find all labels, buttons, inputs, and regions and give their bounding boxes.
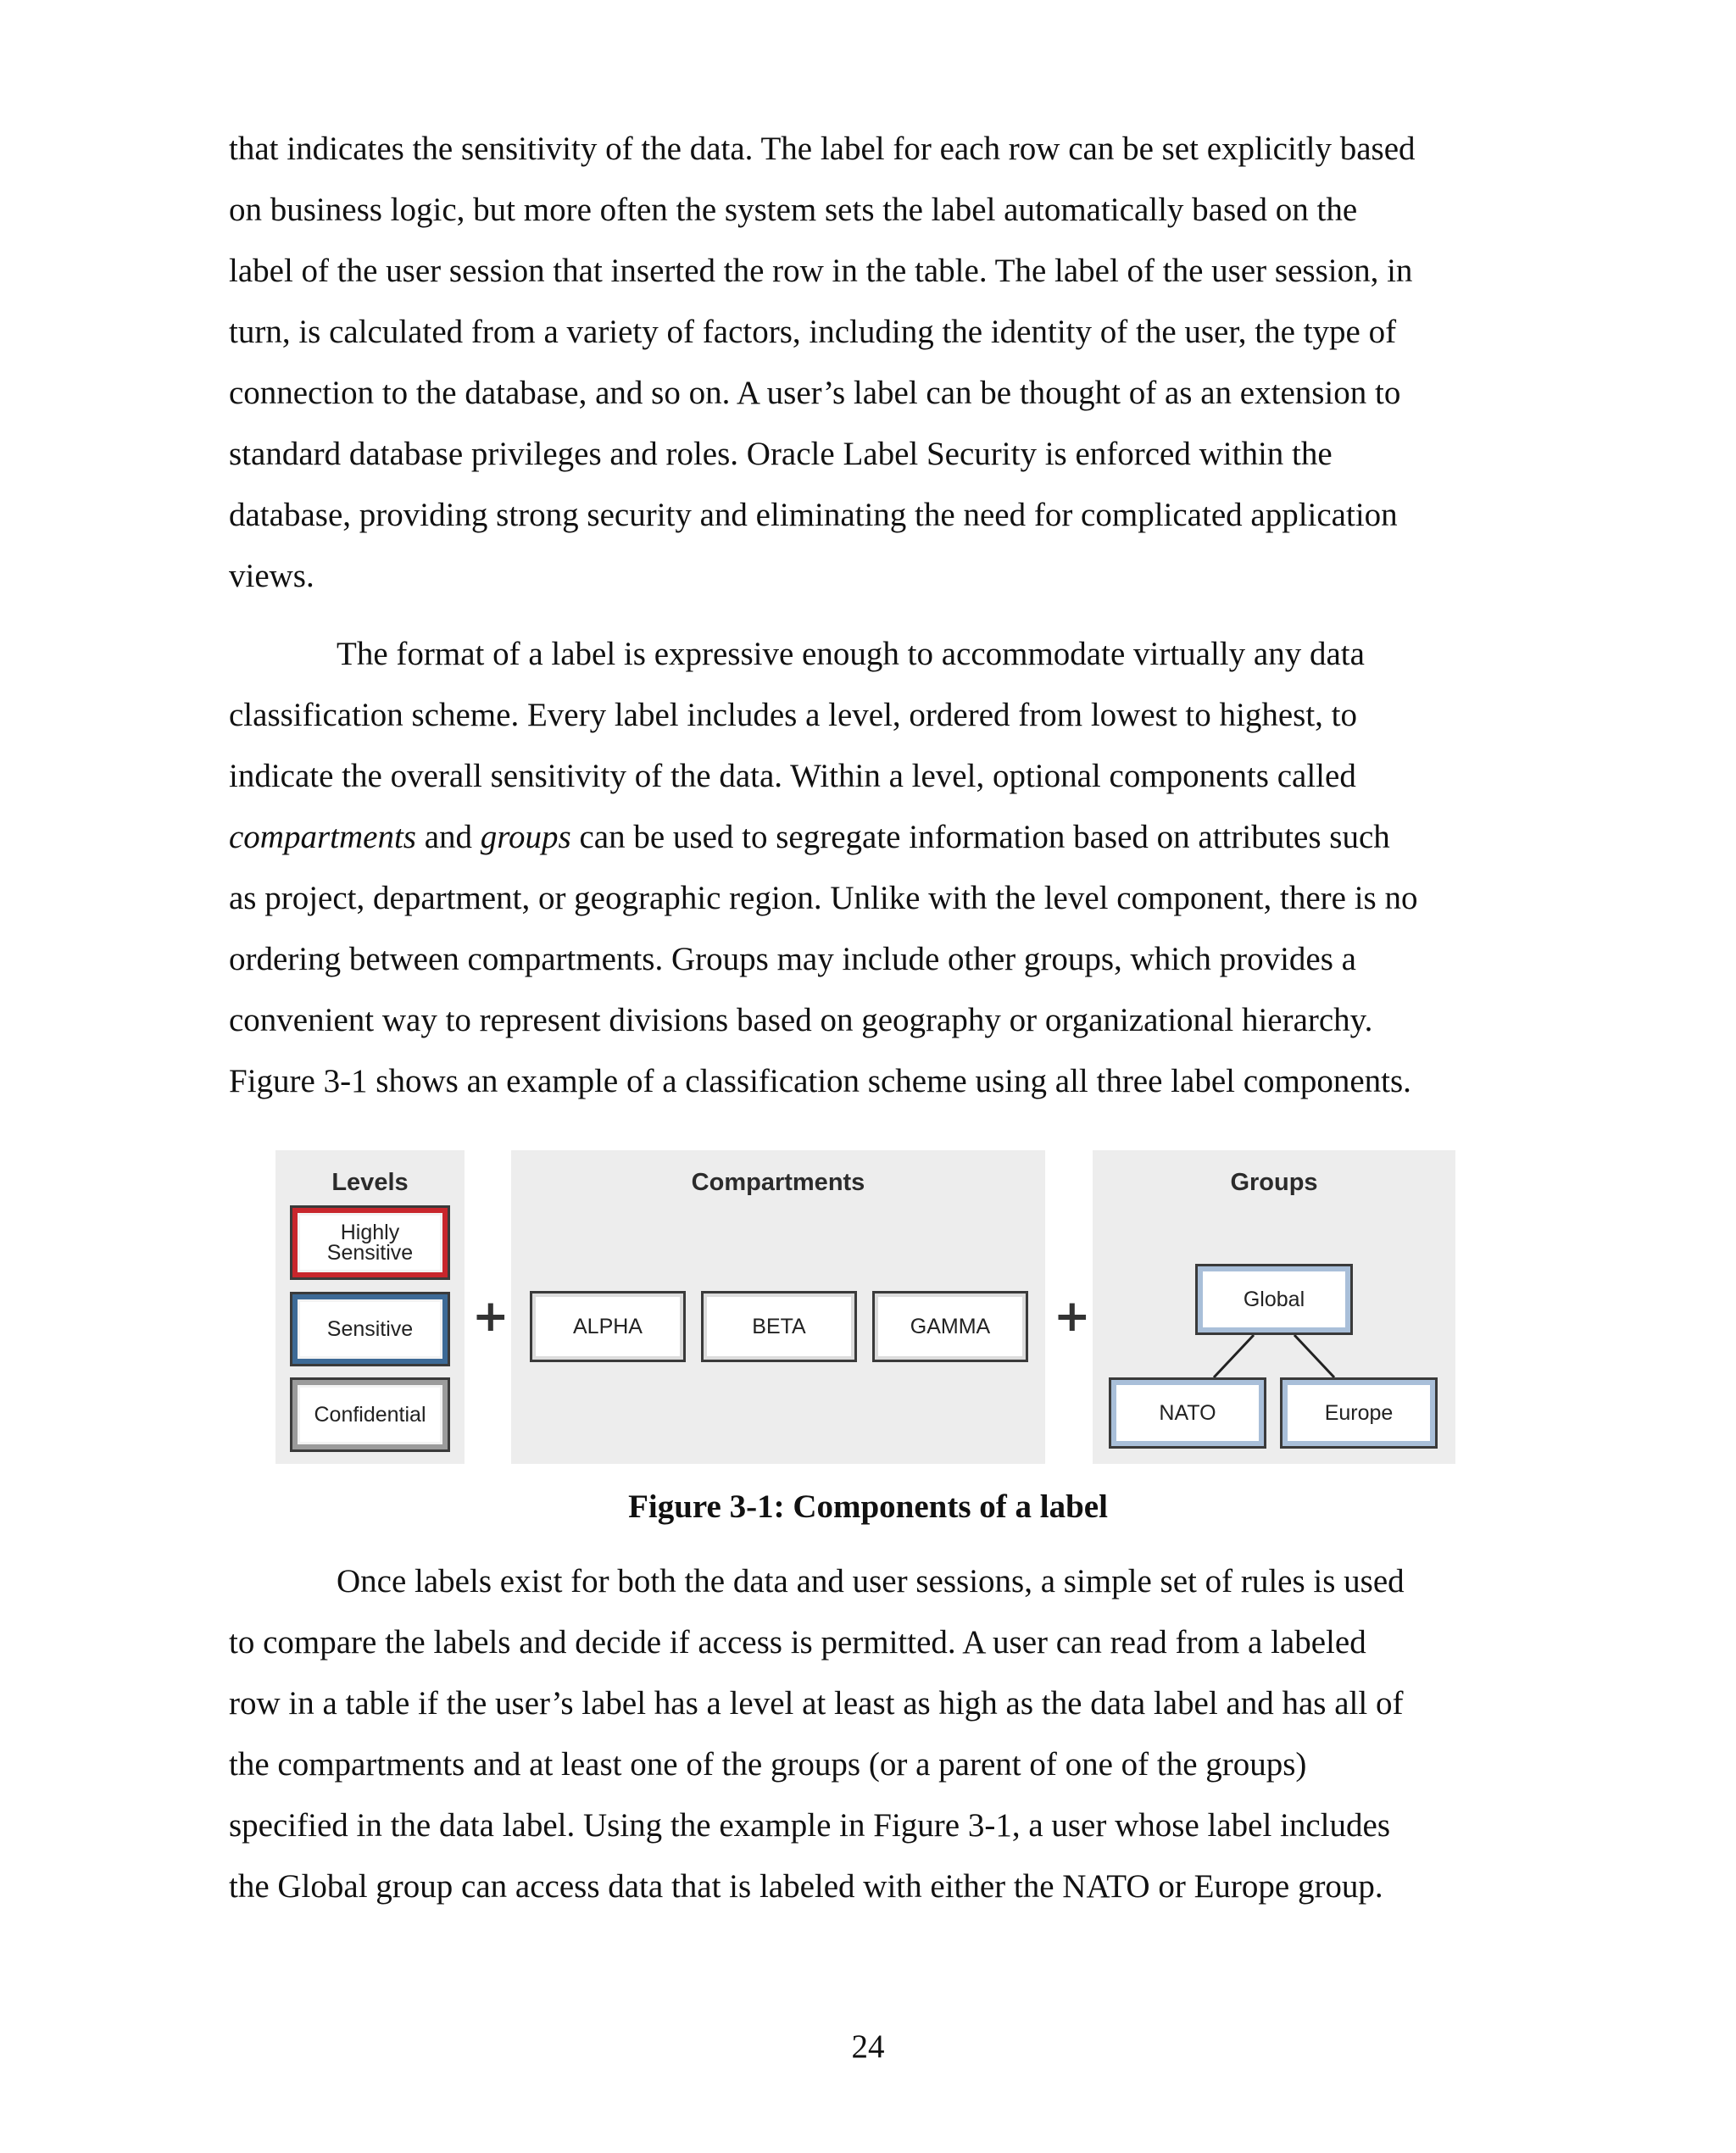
text-line: as project, department, or geographic region. Unlike with the level component, there is no: [229, 880, 1418, 916]
level-confidential: Confidential: [292, 1380, 448, 1449]
text-line: row in a table if the user’s label has a level at least as high as the data label and has all of: [229, 1685, 1404, 1722]
level-highly-sensitive: Highly Sensitive: [292, 1208, 448, 1277]
text-line: database, providing strong security and eliminating the need for complicated application: [229, 497, 1398, 533]
text-line: The format of a label is expressive enough to accommodate virtually any data: [337, 636, 1365, 672]
text-line: to compare the labels and decide if access is permitted. A user can read from a labeled: [229, 1624, 1366, 1661]
italic-term-compartments: compartments: [229, 819, 416, 855]
paragraph-1: [229, 119, 1517, 607]
compartments-panel: [511, 1150, 1045, 1464]
level-sensitive: Sensitive: [292, 1294, 448, 1364]
levels-title: Levels: [331, 1169, 409, 1196]
compartments-title: Compartments: [691, 1169, 865, 1196]
compartment-beta: BETA: [701, 1291, 857, 1362]
groups-title: Groups: [1230, 1169, 1318, 1196]
text-line: convenient way to represent divisions based on geography or organizational hierarchy.: [229, 1002, 1373, 1038]
text-line: turn, is calculated from a variety of factors, including the identity of the user, the type of: [229, 314, 1397, 350]
text-line: Figure 3-1 shows an example of a classification scheme using all three label components.: [229, 1063, 1411, 1099]
italic-term-groups: groups: [480, 819, 571, 855]
text-line: standard database privileges and roles. Oracle Label Security is enforced within the: [229, 436, 1333, 472]
group-global: Global: [1195, 1264, 1353, 1335]
text-line: on business logic, but more often the system sets the label automatically based on the: [229, 192, 1358, 228]
label-components-figure: [275, 1150, 1455, 1464]
paragraph-3: [229, 1551, 1517, 1917]
plus-sign: +: [472, 1291, 509, 1342]
text-line: connection to the database, and so on. A user’s label can be thought of as an extension to: [229, 375, 1401, 411]
page-number: 24: [851, 2028, 885, 2065]
group-europe: Europe: [1280, 1377, 1438, 1449]
text-line: classification scheme. Every label includes a level, ordered from lowest to highest, to: [229, 697, 1357, 733]
groups-panel: [1093, 1150, 1455, 1464]
text-line: that indicates the sensitivity of the data. The label for each row can be set explicitly based: [229, 131, 1416, 167]
text-fragment: and: [415, 819, 481, 855]
text-line: [229, 807, 1517, 868]
text-line: Once labels exist for both the data and user sessions, a simple set of rules is used: [337, 1563, 1405, 1599]
text-line: views.: [229, 558, 314, 594]
text-line: the compartments and at least one of the groups (or a parent of one of the groups): [229, 1746, 1307, 1783]
text-line: ordering between compartments. Groups may include other groups, which provides a: [229, 941, 1356, 977]
text-fragment: can be used to segregate information based on attributes such: [570, 819, 1390, 855]
connector-global-nato: [1214, 1335, 1254, 1377]
figure-caption: Figure 3-1: Components of a label: [628, 1488, 1108, 1525]
paragraph-2: [229, 624, 1517, 1112]
text-line: indicate the overall sensitivity of the data. Within a level, optional components called: [229, 758, 1356, 794]
text-line: the Global group can access data that is labeled with either the NATO or Europe group.: [229, 1868, 1383, 1905]
compartment-gamma: GAMMA: [872, 1291, 1028, 1362]
connector-global-europe: [1294, 1335, 1334, 1377]
text-line: label of the user session that inserted the row in the table. The label of the user session, in: [229, 253, 1413, 289]
group-nato: NATO: [1109, 1377, 1266, 1449]
compartment-alpha: ALPHA: [530, 1291, 686, 1362]
text-line: specified in the data label. Using the example in Figure 3-1, a user whose label includes: [229, 1807, 1391, 1844]
plus-sign: +: [1054, 1291, 1091, 1342]
levels-panel: [275, 1150, 465, 1464]
